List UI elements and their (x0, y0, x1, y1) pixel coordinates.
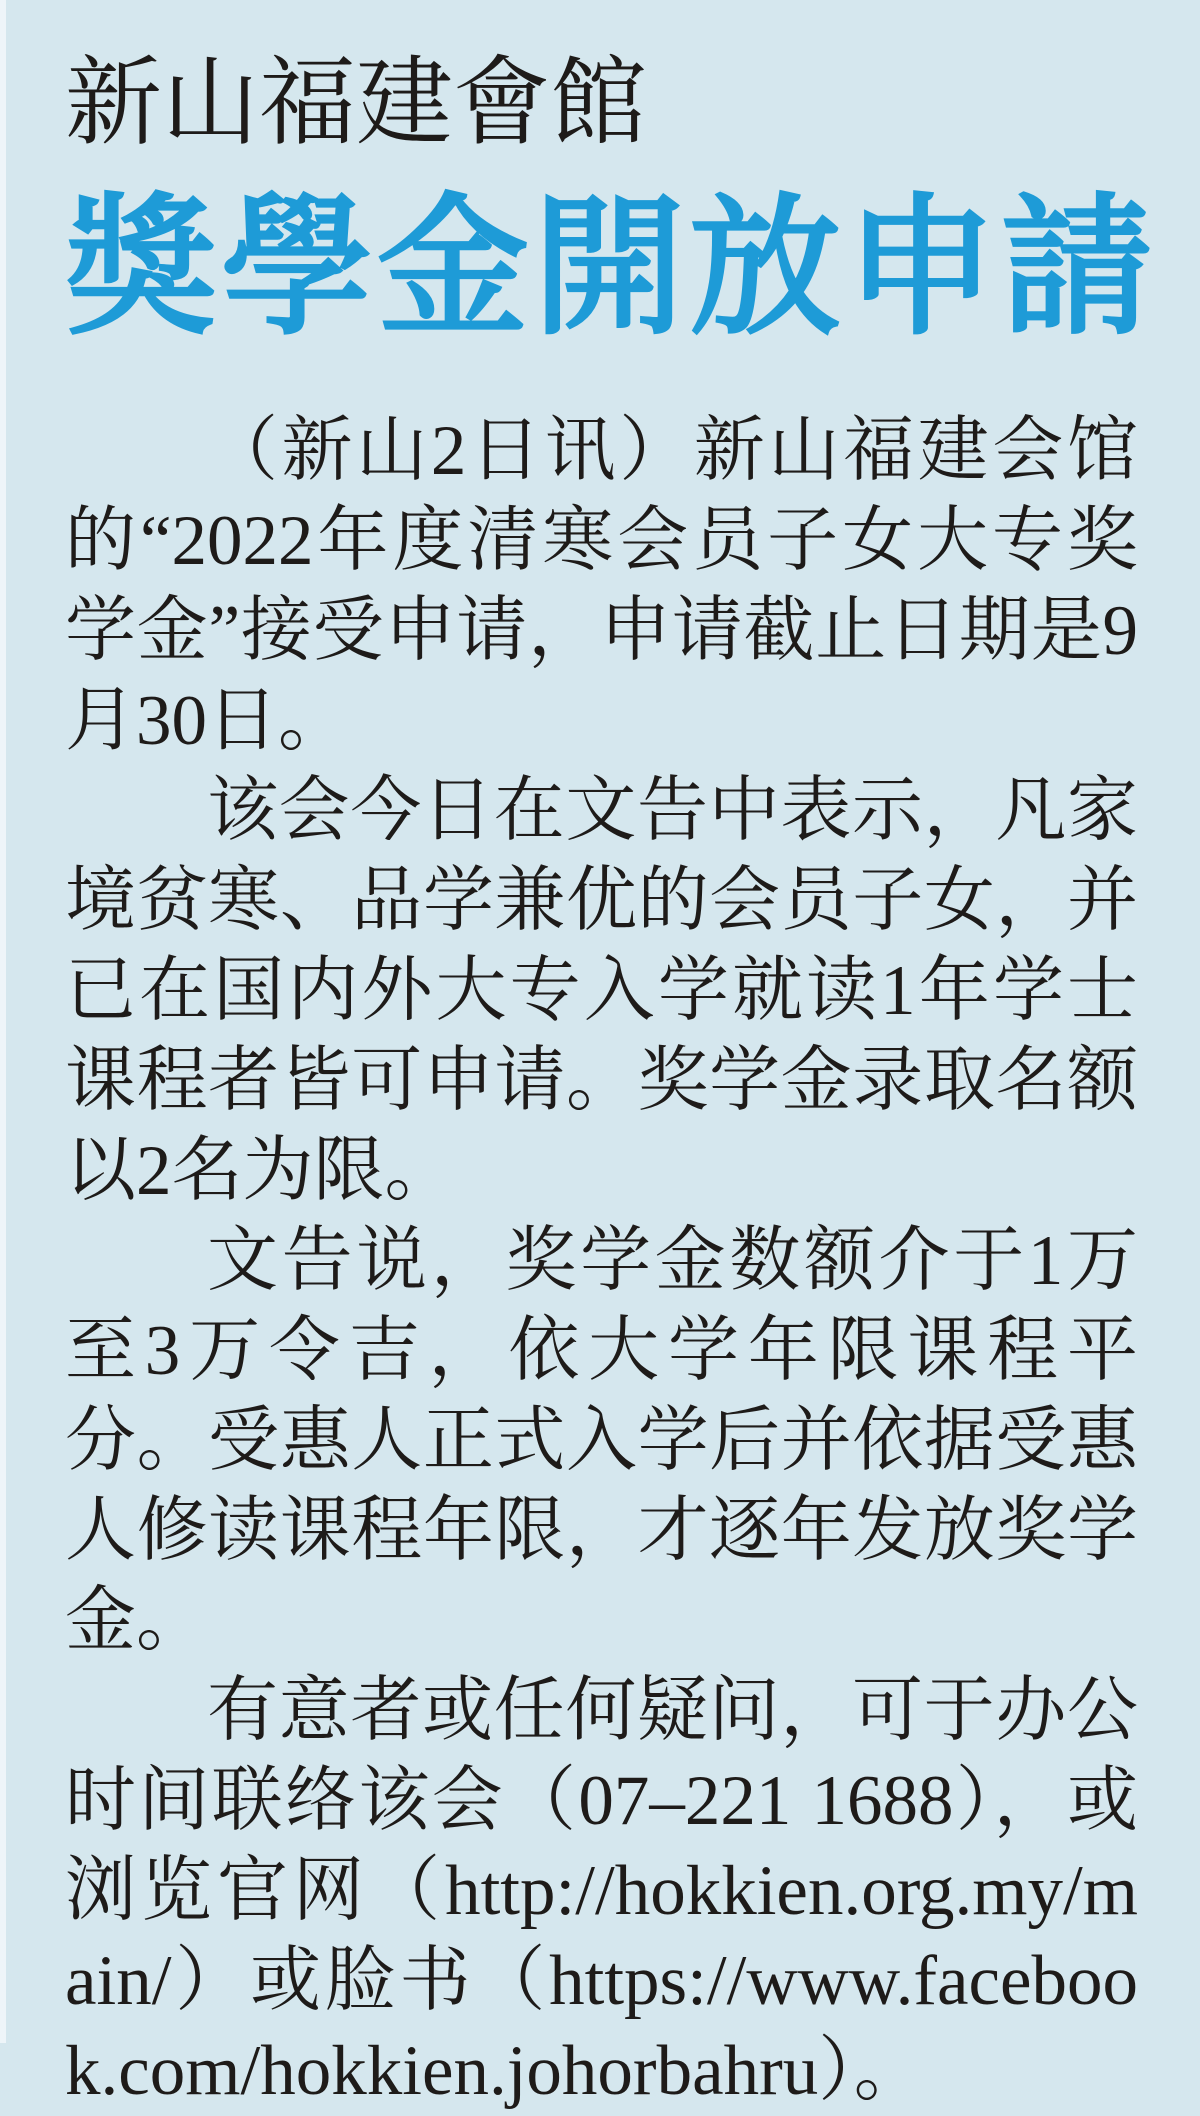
article-paragraph: 该会今日在文告中表示，凡家境贫寒、品学兼优的会员子女，并已在国内外大专入学就读1年学士课程者皆可申请。奖学金录取名额以2名为限。 (65, 772, 1138, 1210)
article-body (65, 406, 1138, 2116)
article-paragraph: 文告说，奖学金数额介于1万至3万令吉，依大学年限课程平分。受惠人正式入学后并依据受惠人修读课程年限，才逐年发放奖学金。 (65, 1222, 1138, 1660)
article-paragraph: 有意者或任何疑问，可于办公时间联络该会（07–221 1688），或浏览官网（http://hokkien.org.my/main/）或脸书（https://www.facebook.com/hokkien.johorbahru）。 (65, 1672, 1138, 2110)
article-paragraph: （新山2日讯）新山福建会馆的“2022年度清寒会员子女大专奖学金”接受申请，申请截止日期是9月30日。 (65, 412, 1138, 760)
article-kicker: 新山福建會館 (65, 50, 647, 157)
article-headline: 獎學金開放申請 (65, 183, 1157, 353)
